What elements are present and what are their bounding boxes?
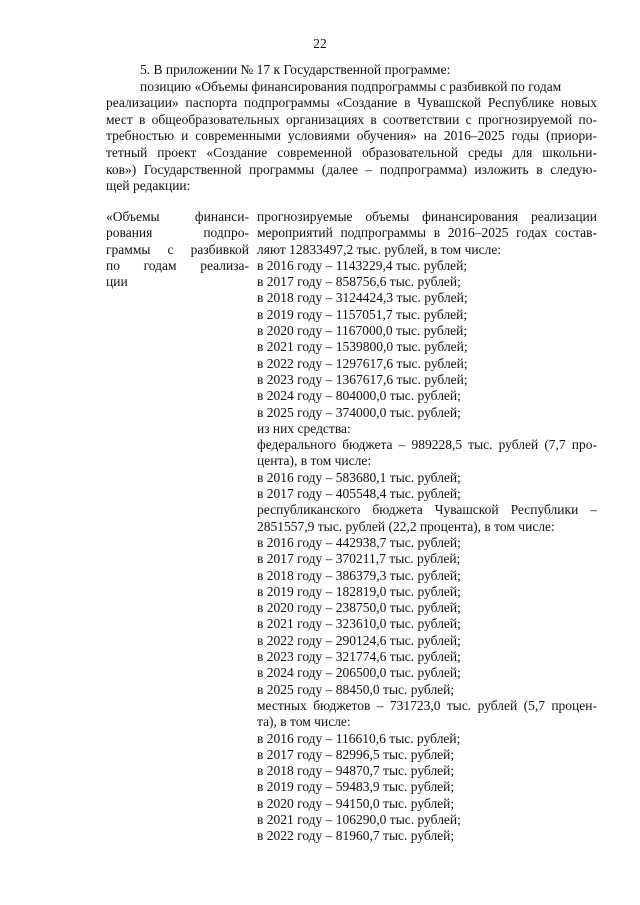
intro-line: щей редакции: bbox=[106, 178, 191, 194]
value-line: в 2016 году – 116610,6 тыс. рублей; bbox=[257, 730, 461, 746]
value-line: республиканского бюджета Чувашской Республики – bbox=[257, 502, 597, 518]
value-line: в 2022 году – 81960,7 тыс. рублей; bbox=[257, 828, 455, 844]
position-label-line: «Объемы финанси- bbox=[106, 209, 249, 224]
value-line: федерального бюджета – 989228,5 тыс. рублей (7,7 про- bbox=[257, 437, 597, 453]
position-label bbox=[106, 209, 249, 290]
value-line: в 2022 году – 290124,6 тыс. рублей; bbox=[257, 632, 461, 648]
value-line: в 2018 году – 3124424,3 тыс. рублей; bbox=[257, 290, 468, 306]
value-line: в 2017 году – 370211,7 тыс. рублей; bbox=[257, 551, 461, 567]
value-line: из них средства: bbox=[257, 420, 351, 436]
value-line: в 2022 году – 1297617,6 тыс. рублей; bbox=[257, 355, 468, 371]
position-label-line: рования подпро- bbox=[106, 225, 249, 241]
position-label-line: граммы с разбивкой bbox=[106, 241, 249, 257]
intro-line: тетный проект «Создание современной образовательной среды для школьни- bbox=[106, 144, 597, 160]
value-line: в 2017 году – 82996,5 тыс. рублей; bbox=[257, 746, 455, 762]
intro-line: позицию «Объемы финансирования подпрограммы с разбивкой по годам bbox=[140, 78, 562, 94]
value-line: в 2017 году – 858756,6 тыс. рублей; bbox=[257, 274, 461, 290]
value-line: в 2016 году – 583680,1 тыс. рублей; bbox=[257, 469, 461, 485]
intro-line: ков») Государственной программы (далее – подпрограмма) изложить в следую- bbox=[106, 161, 597, 177]
position-value bbox=[257, 209, 597, 845]
value-line: в 2025 году – 374000,0 тыс. рублей; bbox=[257, 404, 461, 420]
value-line: цента), в том числе: bbox=[257, 453, 372, 469]
value-line: мероприятий подпрограммы в 2016–2025 годах состав- bbox=[257, 225, 597, 241]
value-line: в 2016 году – 442938,7 тыс. рублей; bbox=[257, 534, 461, 550]
value-line: в 2018 году – 386379,3 тыс. рублей; bbox=[257, 567, 461, 583]
intro-line: реализации» паспорта подпрограммы «Создание в Чувашской Республике новых bbox=[106, 95, 597, 111]
position-label-line: по годам реализа- bbox=[106, 257, 249, 273]
value-line: в 2019 году – 1157051,7 тыс. рублей; bbox=[257, 306, 468, 322]
value-line: в 2023 году – 321774,6 тыс. рублей; bbox=[257, 649, 461, 665]
position-label-line: ции bbox=[106, 274, 128, 290]
value-line: в 2024 году – 206500,0 тыс. рублей; bbox=[257, 665, 461, 681]
value-line: местных бюджетов – 731723,0 тыс. рублей (5,7 процен- bbox=[257, 697, 597, 713]
value-line: в 2020 году – 94150,0 тыс. рублей; bbox=[257, 795, 455, 811]
intro-paragraph bbox=[106, 62, 597, 195]
value-line: 2851557,9 тыс. рублей (22,2 процента), в том числе: bbox=[257, 518, 555, 534]
value-line: в 2024 году – 804000,0 тыс. рублей; bbox=[257, 388, 461, 404]
value-line: прогнозируемые объемы финансирования реализации bbox=[257, 209, 597, 224]
value-line: та), в том числе: bbox=[257, 714, 351, 730]
value-line: ляют 12833497,2 тыс. рублей, в том числе: bbox=[257, 241, 502, 257]
intro-line: 5. В приложении № 17 к Государственной программе: bbox=[140, 62, 451, 77]
value-line: в 2018 году – 94870,7 тыс. рублей; bbox=[257, 763, 455, 779]
value-line: в 2023 году – 1367617,6 тыс. рублей; bbox=[257, 371, 468, 387]
value-line: в 2021 году – 1539800,0 тыс. рублей; bbox=[257, 339, 468, 355]
value-line: в 2016 году – 1143229,4 тыс. рублей; bbox=[257, 257, 468, 273]
value-line: в 2025 году – 88450,0 тыс. рублей; bbox=[257, 681, 455, 697]
page-number: 22 bbox=[313, 36, 327, 51]
value-line: в 2020 году – 238750,0 тыс. рублей; bbox=[257, 600, 461, 616]
intro-line: требностью и современными условиями обучения» на 2016–2025 годы (приори- bbox=[106, 128, 597, 144]
value-line: в 2021 году – 106290,0 тыс. рублей; bbox=[257, 811, 461, 827]
intro-line: мест в общеобразовательных организациях в соответствии с прогнозируемой по- bbox=[106, 111, 597, 127]
value-line: в 2021 году – 323610,0 тыс. рублей; bbox=[257, 616, 461, 632]
value-line: в 2019 году – 182819,0 тыс. рублей; bbox=[257, 583, 461, 599]
value-line: в 2017 году – 405548,4 тыс. рублей; bbox=[257, 486, 461, 502]
value-line: в 2019 году – 59483,9 тыс. рублей; bbox=[257, 779, 455, 795]
value-line: в 2020 году – 1167000,0 тыс. рублей; bbox=[257, 323, 468, 339]
